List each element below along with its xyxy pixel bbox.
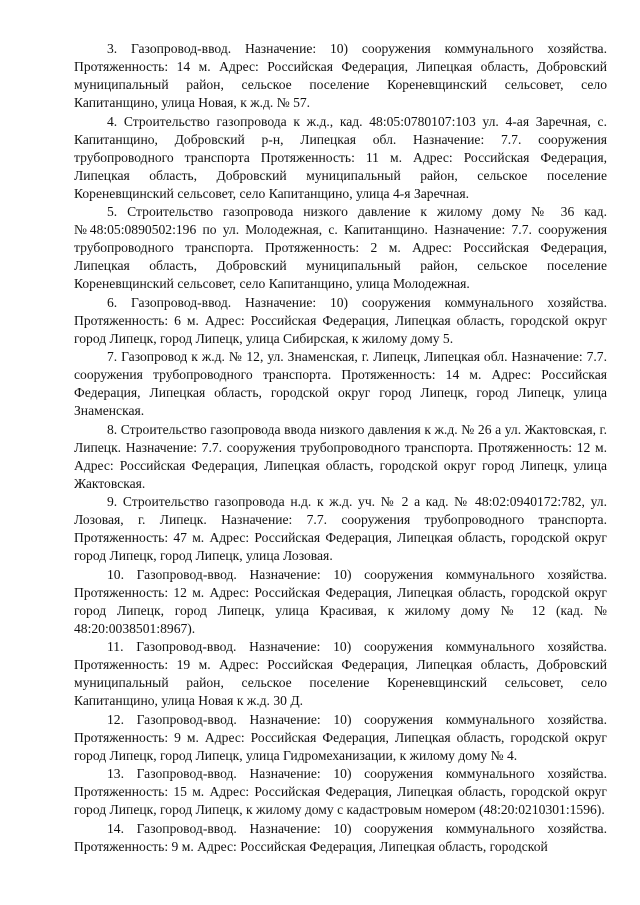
list-item-4: 4. Строительство газопровода к ж.д., кад. 48:05:0780107:103 ул. 4-ая Заречная, с. Капитанщино, Добровский р-н, Липецкая обл. Назначение: 7.7. сооружения трубопроводного транспорта Протяженность: 11 м. Адрес: Российская Федерация, Липецкая область, Добровский муниципальный район, сельское поселение Кореневщинский сельсовет, село Капитанщино, улица 4-я Заречная. [74, 113, 607, 201]
list-item-11: 11. Газопровод-ввод. Назначение: 10) сооружения коммунального хозяйства. Протяженность: 19 м. Адрес: Российская Федерация, Липецкая область, Добровский муниципальный район, сельское поселение Кореневщинский сельсовет, село Капитанщино, улица Новая к ж.д. 30 Д. [74, 639, 607, 708]
list-item-6: 6. Газопровод-ввод. Назначение: 10) сооружения коммунального хозяйства. Протяженность: 6 м. Адрес: Российская Федерация, Липецкая область, городской округ город Липецк, город Липецк, улица Сибирская, к жилому дому 5. [74, 294, 607, 346]
list-item-5: 5. Строительство газопровода низкого давление к жилому дому № 36 кад. №48:05:0890502:196 по ул. Молодежная, с. Капитанщино. Назначение: 7.7. сооружения трубопроводного транспорта. Протяженность: 2 м. Адрес: Российская Федерация, Липецкая область, Добровский муниципальный район, сельское поселение Кореневщинский сельсовет, село Капитанщино, улица Молодежная. [74, 204, 607, 291]
list-item-13: 13. Газопровод-ввод. Назначение: 10) сооружения коммунального хозяйства. Протяженность: 15 м. Адрес: Российская Федерация, Липецкая область, городской округ город Липецк, город Липецк, к жилому дому с кадастровым номером (48:20:0210301:1596). [74, 766, 607, 817]
document-page [74, 40, 607, 856]
list-item-10: 10. Газопровод-ввод. Назначение: 10) сооружения коммунального хозяйства. Протяженность: 12 м. Адрес: Российская Федерация, Липецкая область, городской округ город Липецк, город Липецк, улица Красивая, к жилому дому № 12 (кад. № 48:20:0038501:8967). [74, 566, 607, 636]
list-item-8: 8. Строительство газопровода ввода низкого давления к ж.д. № 26 а ул. Жактовская, г. Липецк. Назначение: 7.7. сооружения трубопроводного транспорта. Протяженность: 12 м. Адрес: Российская Федерация, Липецкая область, городской округ город Липецк, улица Жактовская. [74, 421, 607, 491]
list-item-7: 7. Газопровод к ж.д. № 12, ул. Знаменская, г. Липецк, Липецкая обл. Назначение: 7.7. сооружения трубопроводного транспорта. Протяженность: 14 м. Адрес: Российская Федерация, Липецкая область, городской округ город Липецк, город Липецк, улица Знаменская. [74, 349, 607, 418]
list-item-9: 9. Строительство газопровода н.д. к ж.д. уч. № 2 а кад. № 48:02:0940172:782, ул. Лозовая, г. Липецк. Назначение: 7.7. сооружения трубопроводного транспорта. Протяженность: 47 м. Адрес: Российская Федерация, Липецкая область, городской округ город Липецк, город Липецк, улица Лозовая. [74, 494, 607, 563]
list-item-12: 12. Газопровод-ввод. Назначение: 10) сооружения коммунального хозяйства. Протяженность: 9 м. Адрес: Российская Федерация, Липецкая область, городской округ город Липецк, город Липецк, улица Гидромеханизации, к жилому дому № 4. [74, 711, 607, 763]
list-item-3: 3. Газопровод-ввод. Назначение: 10) сооружения коммунального хозяйства. Протяженность: 14 м. Адрес: Российская Федерация, Липецкая область, Добровский муниципальный район, сельское поселение Кореневщинский сельсовет, село Капитанщино, улица Новая, к ж.д. № 57. [74, 41, 607, 110]
list-item-14: 14. Газопровод-ввод. Назначение: 10) сооружения коммунального хозяйства. Протяженность: 9 м. Адрес: Российская Федерация, Липецкая область, городской [74, 820, 607, 854]
